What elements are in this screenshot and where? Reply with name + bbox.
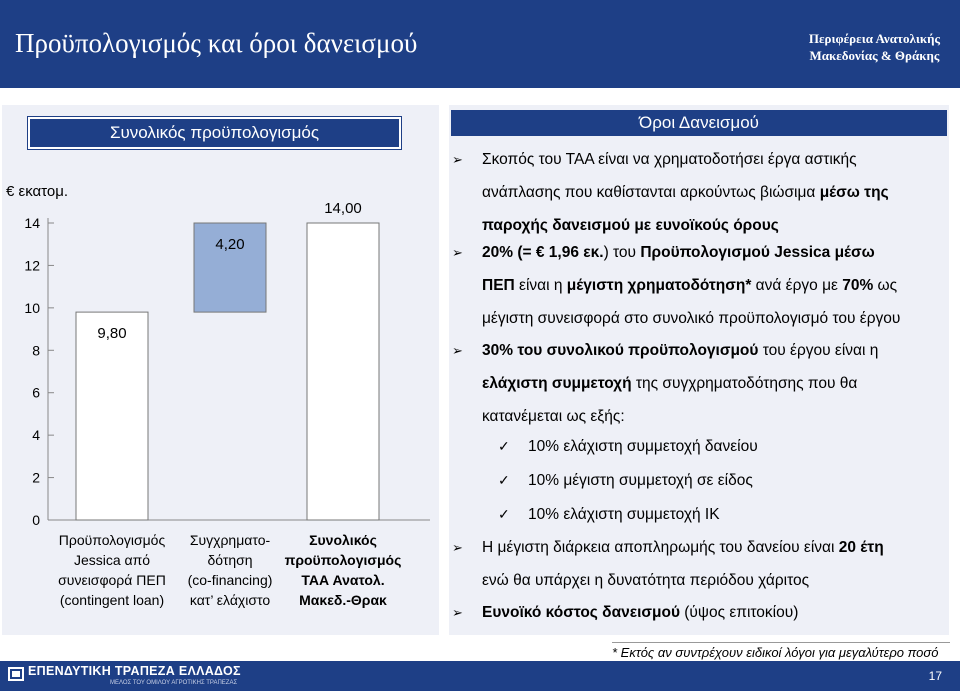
y-tick-label: 14 bbox=[24, 215, 40, 231]
x-category-label: κατ’ ελάχιστο bbox=[189, 592, 271, 608]
arrow-bullet-icon: ➢ bbox=[452, 605, 463, 620]
terms-title: Όροι Δανεισμού bbox=[451, 110, 947, 136]
page-number: 17 bbox=[928, 669, 942, 683]
bar-value-label: 4,20 bbox=[215, 236, 245, 253]
x-category-label: Συγχρηματο- bbox=[189, 532, 271, 548]
term-purpose-emph: μέσω της bbox=[819, 184, 889, 201]
term-max-emph: μέγιστη χρηματοδότηση* bbox=[566, 277, 752, 294]
term-20-years: 20 έτη bbox=[838, 539, 884, 556]
sub-item-kind bbox=[498, 464, 938, 497]
bank-name: ΕΠΕΝΔΥΤΙΚΗ ΤΡΑΠΕΖΑ ΕΛΛΑΔΟΣ bbox=[28, 664, 241, 678]
term-text: ανά έργο με bbox=[751, 277, 843, 294]
term-text: είναι η bbox=[514, 277, 567, 294]
term-purpose-line2: ανάπλασης που καθίστανται αρκούντως βιώσιμα bbox=[482, 184, 820, 201]
arrow-bullet-icon: ➢ bbox=[452, 152, 463, 167]
term-max-financing bbox=[452, 236, 942, 335]
check-icon: ✓ bbox=[498, 506, 510, 522]
term-jessica: Προϋπολογισμού Jessica μέσω bbox=[640, 244, 875, 261]
check-icon: ✓ bbox=[498, 472, 510, 488]
term-text: της συγχρηματοδότησης που θα bbox=[631, 375, 858, 392]
arrow-bullet-icon: ➢ bbox=[452, 540, 463, 555]
term-cost-text: (ύψος επιτοκίου) bbox=[679, 604, 799, 621]
y-tick-label: 0 bbox=[32, 512, 40, 528]
sub-item-kind-text: 10% μέγιστη συμμετοχή σε είδος bbox=[528, 472, 753, 489]
budget-chart bbox=[0, 0, 440, 640]
bank-subtitle: ΜΕΛΟΣ ΤΟΥ ΟΜΙΛΟΥ ΑΓΡΟΤΙΚΗΣ ΤΡΑΠΕΖΑΣ bbox=[110, 680, 238, 686]
x-category-label: (contingent loan) bbox=[59, 592, 165, 608]
term-70: 70% bbox=[842, 277, 874, 294]
chart-title: Συνολικός προϋπολογισμός bbox=[28, 117, 401, 149]
y-tick-label: 2 bbox=[32, 469, 40, 486]
term-text: του έργου είναι η bbox=[758, 342, 879, 359]
page-title: Προϋπολογισμός και όροι δανεισμού bbox=[15, 28, 418, 58]
bar-3 bbox=[307, 223, 379, 520]
x-category-label: (co-financing) bbox=[187, 572, 273, 588]
term-pep: ΠΕΠ bbox=[482, 277, 515, 294]
x-category-label: Μακεδ.-Θρακ bbox=[299, 592, 387, 608]
term-min-line3: κατανέμεται ως εξής: bbox=[482, 408, 625, 425]
sub-item-loan bbox=[498, 430, 938, 463]
region-line-1: Περιφέρεια Ανατολικής bbox=[808, 31, 940, 46]
sub-item-loan-text: 10% ελάχιστη συμμετοχή δανείου bbox=[528, 438, 758, 455]
check-icon: ✓ bbox=[498, 438, 510, 454]
bar-value-label: 9,80 bbox=[97, 325, 127, 343]
arrow-bullet-icon: ➢ bbox=[452, 245, 463, 260]
x-category-label: δότηση bbox=[207, 552, 253, 568]
footnote: * Εκτός αν συντρέχουν ειδικοί λόγοι για μεγαλύτερο ποσό bbox=[612, 645, 939, 660]
term-purpose-line3: παροχής δανεισμού με ευνοϊκούς όρους bbox=[482, 217, 779, 234]
term-text: ) του bbox=[603, 244, 641, 261]
y-tick-label: 8 bbox=[32, 342, 40, 359]
footer-bar bbox=[0, 661, 960, 691]
term-min-participation bbox=[452, 334, 942, 433]
x-category-label: προϋπολογισμός bbox=[284, 552, 402, 568]
x-category-label: συνεισφορά ΠΕΠ bbox=[58, 572, 166, 588]
term-max-line3: μέγιστη συνεισφορά στο συνολικό προϋπολογισμό του έργου bbox=[482, 310, 901, 327]
term-purpose bbox=[452, 143, 942, 242]
term-text: ως bbox=[873, 277, 898, 294]
term-duration-text: Η μέγιστη διάρκεια αποπληρωμής του δανείου είναι bbox=[482, 539, 839, 556]
term-30: 30% του συνολικού προϋπολογισμού bbox=[482, 342, 759, 359]
x-category-label: Συνολικός bbox=[309, 532, 377, 548]
sub-item-ik-text: 10% ελάχιστη συμμετοχή ΙΚ bbox=[528, 506, 720, 523]
y-tick-label: 10 bbox=[24, 299, 40, 316]
region-logo-text bbox=[809, 30, 940, 64]
term-duration bbox=[452, 531, 942, 597]
x-category-label: ΤΑΑ Ανατολ. bbox=[301, 572, 385, 588]
term-cost-emph: Ευνοϊκό κόστος δανεισμού bbox=[482, 604, 680, 621]
arrow-bullet-icon: ➢ bbox=[452, 343, 463, 358]
y-tick-label: 4 bbox=[32, 427, 40, 444]
y-tick-label: 12 bbox=[24, 257, 40, 274]
term-min-emph: ελάχιστη συμμετοχή bbox=[482, 375, 632, 392]
term-max-amount: 20% (= € 1,96 εκ. bbox=[482, 244, 604, 261]
y-tick-label: 6 bbox=[32, 384, 40, 401]
y-axis-label: € εκατομ. bbox=[6, 183, 69, 200]
term-grace: ενώ θα υπάρχει η δυνατότητα περιόδου χάριτος bbox=[482, 572, 810, 589]
footnote-divider bbox=[612, 642, 950, 643]
sub-item-ik bbox=[498, 498, 938, 531]
bank-logo-icon bbox=[8, 667, 24, 681]
bar-1 bbox=[76, 312, 148, 520]
term-cost bbox=[452, 596, 942, 629]
term-purpose-line1: Σκοπός του ΤΑΑ είναι να χρηματοδοτήσει έργα αστικής bbox=[482, 151, 857, 168]
bar-value-label: 14,00 bbox=[324, 200, 362, 217]
x-category-label: Προϋπολογισμός bbox=[58, 532, 166, 548]
x-category-label: Jessica από bbox=[73, 552, 151, 568]
region-line-2: Μακεδονίας & Θράκης bbox=[809, 48, 940, 63]
